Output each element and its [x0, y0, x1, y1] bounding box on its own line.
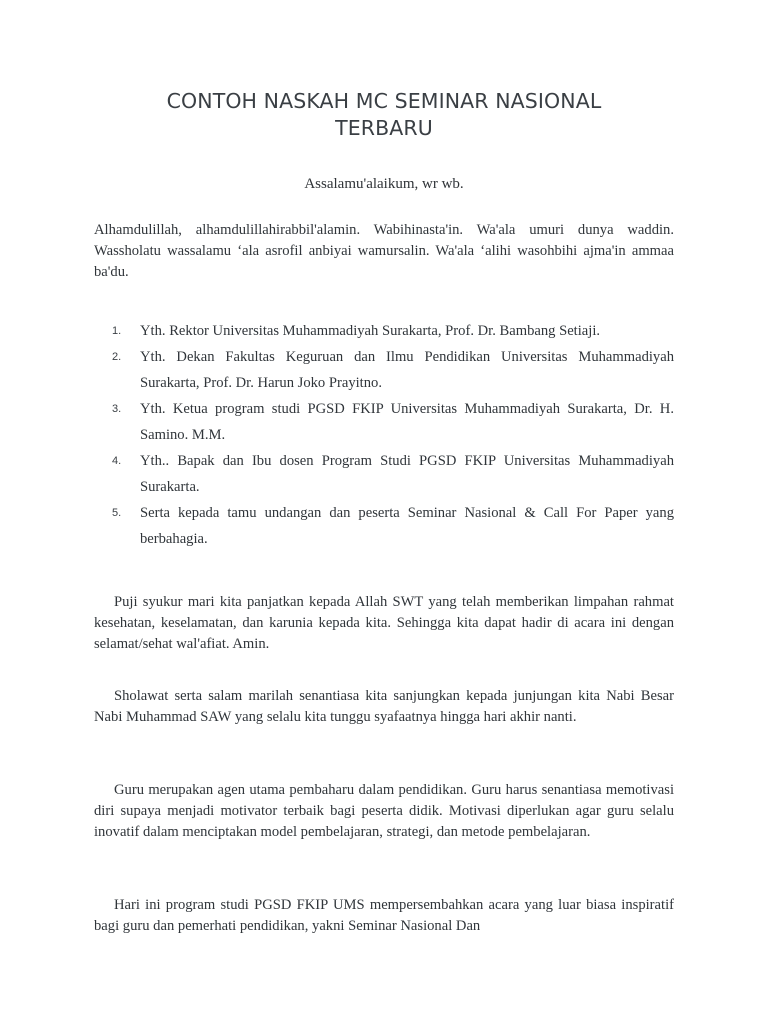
title-line-1: CONTOH NASKAH MC SEMINAR NASIONAL	[166, 89, 602, 113]
list-item	[112, 448, 674, 500]
list-text: Yth. Rektor Universitas Muhammadiyah Surakarta, Prof. Dr. Bambang Setiaji.	[140, 323, 601, 339]
list-number: 1.	[112, 325, 122, 337]
list-number: 2.	[112, 351, 122, 363]
hari-ini-paragraph: Hari ini program studi PGSD FKIP UMS mempersembahkan acara yang luar biasa inspiratif bagi guru dan pemerhati pendidikan, yakni Seminar Nasional Dan	[94, 897, 674, 934]
list-item	[112, 318, 674, 344]
guru-paragraph: Guru merupakan agen utama pembaharu dalam pendidikan. Guru harus senantiasa memotivasi diri supaya menjadi motivator terbaik bagi peserta didik. Motivasi diperlukan agar guru selalu inovatif dalam menciptakan model pembelajaran, strategi, dan metode pembelajaran.	[94, 782, 674, 840]
list-number: 3.	[112, 403, 122, 415]
sholawat-paragraph: Sholawat serta salam marilah senantiasa kita sanjungkan kepada junjungan kita Nabi Besar Nabi Muhammad SAW yang selalu kita tunggu syafaatnya hingga hari akhir nanti.	[94, 688, 674, 725]
list-text: Serta kepada tamu undangan dan peserta Seminar Nasional & Call For Paper yang berbahagia.	[140, 505, 674, 547]
greeting: Assalamu'alaikum, wr wb.	[304, 176, 464, 192]
list-number: 5.	[112, 507, 122, 519]
list-text: Yth. Ketua program studi PGSD FKIP Universitas Muhammadiyah Surakarta, Dr. H. Samino. M.M.	[140, 401, 674, 443]
list-text: Yth.. Bapak dan Ibu dosen Program Studi PGSD FKIP Universitas Muhammadiyah Surakarta.	[140, 453, 674, 495]
list-number: 4.	[112, 455, 122, 467]
opening-paragraph: Alhamdulillah, alhamdulillahirabbil'alamin. Wabihinasta'in. Wa'ala umuri dunya waddin. Wassholatu wassalamu ‘ala asrofil anbiyai wamursalin. Wa'ala ‘alihi wasohbihi ajma'in ammaa ba'du.	[94, 222, 674, 280]
list-item	[112, 344, 674, 396]
puji-paragraph: Puji syukur mari kita panjatkan kepada Allah SWT yang telah memberikan limpahan rahmat kesehatan, keselamatan, dan karunia kepada kita. Sehingga kita dapat hadir di acara ini dengan selamat/sehat wal'afiat. Amin.	[94, 594, 674, 652]
salutation-list	[112, 318, 674, 552]
list-item	[112, 500, 674, 552]
list-text: Yth. Dekan Fakultas Keguruan dan Ilmu Pendidikan Universitas Muhammadiyah Surakarta, Prof. Dr. Harun Joko Prayitno.	[140, 349, 674, 391]
page-title	[94, 88, 674, 142]
list-item	[112, 396, 674, 448]
title-line-2: TERBARU	[335, 116, 433, 140]
